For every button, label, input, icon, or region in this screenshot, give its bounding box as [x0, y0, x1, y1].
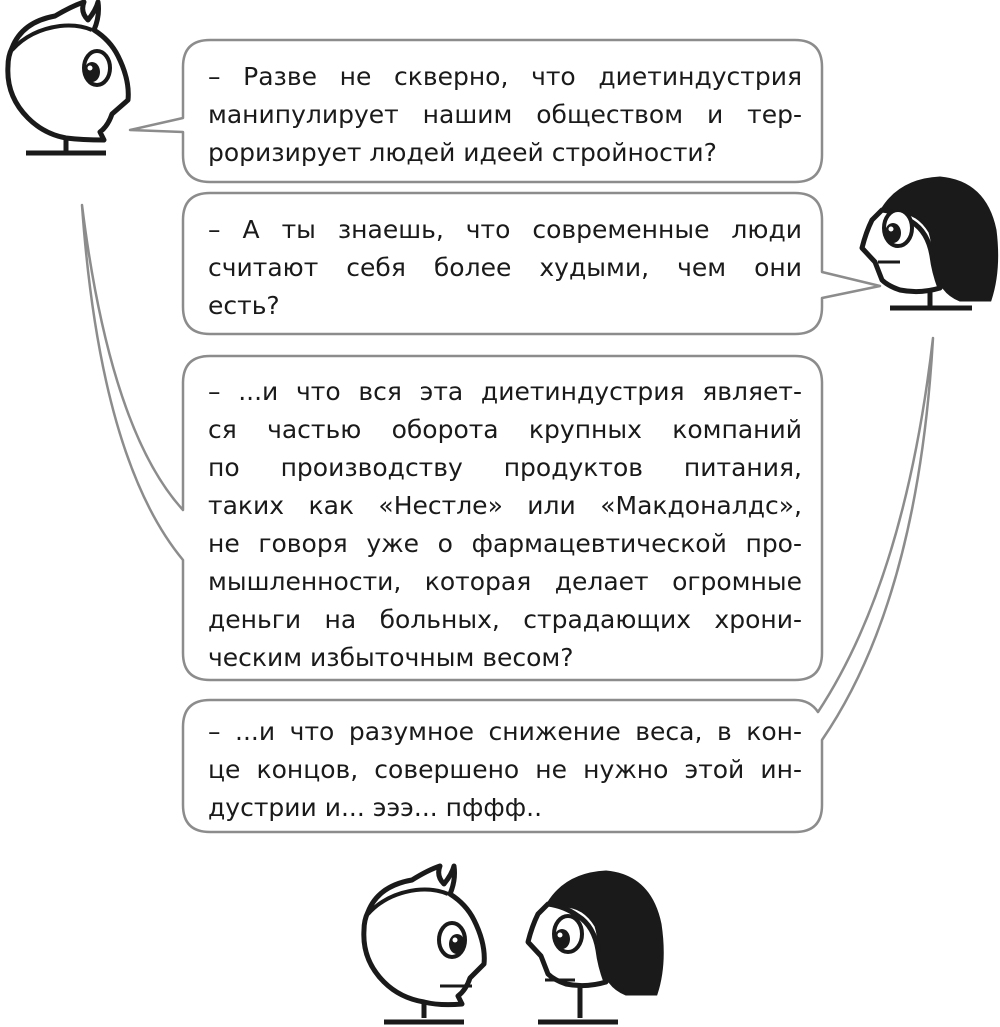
bubble-line: це концов, совершено не нужно этой ин- [208, 755, 802, 784]
bubble-line: считают себя более худыми, чем они [208, 253, 802, 282]
girl-character-bottom [528, 872, 662, 1022]
bubble-line: ческим избыточным весом? [208, 643, 574, 672]
bubble-line: – Разве не скверно, что диетиндустрия [208, 62, 802, 91]
bubble-line: – ...и что вся эта диетиндустрия являет- [208, 377, 802, 406]
bubble-line: по производству продуктов питания, [208, 453, 802, 482]
bubble-line: мышленности, которая делает огромные [208, 567, 802, 596]
bubble-line: – ...и что разумное снижение веса, в кон- [208, 717, 802, 746]
boy-bottom-pupil [449, 934, 465, 954]
boy-character-top [8, 2, 128, 153]
girl-pupil [885, 223, 901, 243]
bubble-line: дустрии и... эээ... пффф.. [208, 793, 543, 822]
bubble-line: ся частью оборота крупных компаний [208, 415, 802, 444]
boy-eye-highlight [88, 66, 93, 71]
speech-bubble-4-text [208, 713, 802, 827]
speech-bubble-3-text [208, 373, 802, 677]
bubble-line: деньги на больных, страдающих хрони- [208, 605, 802, 634]
girl-bottom-pupil [554, 929, 570, 949]
girl-eye-highlight [889, 227, 894, 232]
girl-character-right [862, 178, 997, 308]
bubble-line: таких как «Нестле» или «Макдоналдс», [208, 491, 802, 520]
boy-bottom-eye-highlight [453, 938, 458, 943]
bubble-line: – А ты знаешь, что современные люди [208, 215, 802, 244]
bubble-line: есть? [208, 291, 280, 320]
bubble-line: не говоря уже о фармацевтической про- [208, 529, 802, 558]
boy-character-bottom [364, 866, 484, 1022]
girl-bottom-eye-highlight [558, 933, 563, 938]
boy-pupil [84, 62, 100, 82]
bubble-line: манипулирует нашим обществом и тер- [208, 100, 802, 129]
speech-bubble-2-text [208, 211, 802, 325]
speech-bubble-1-text [208, 58, 802, 172]
bubble-line: роризирует людей идеей стройности? [208, 138, 717, 167]
